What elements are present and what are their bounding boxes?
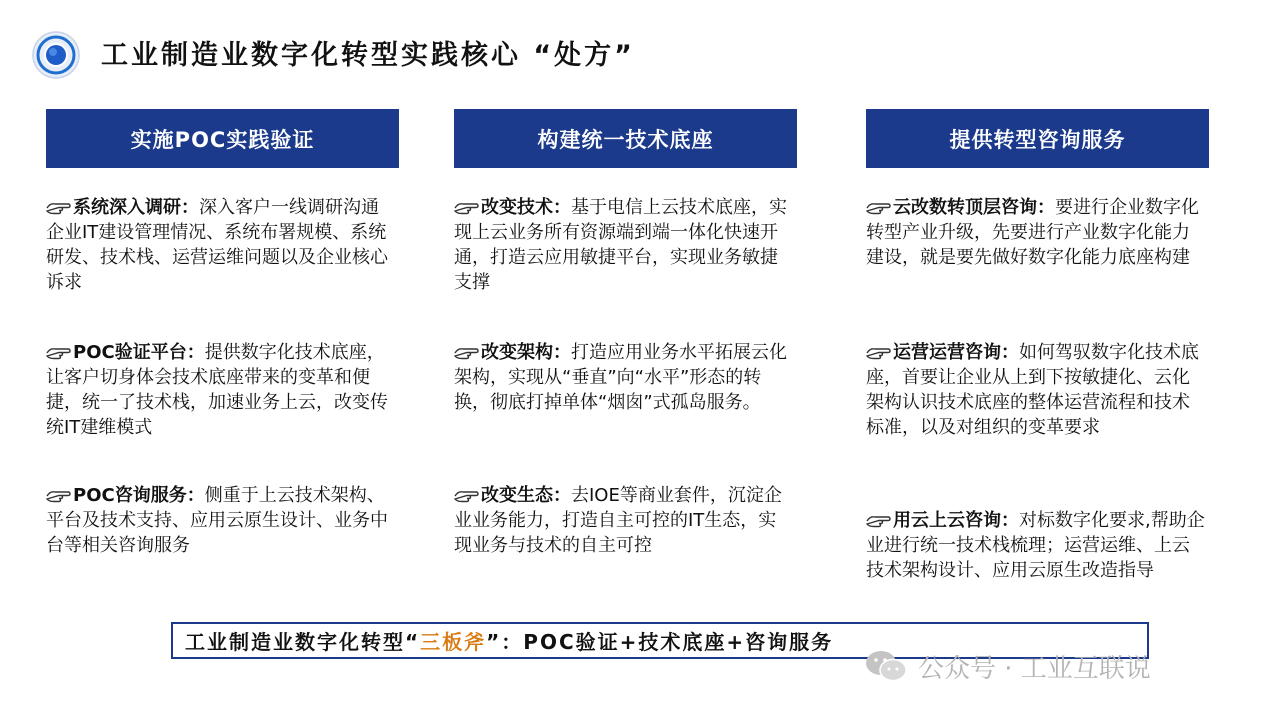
item-label: 改变技术： bbox=[481, 197, 571, 218]
item-text: 要进行企业数字化转型产业升级，先要进行产业数字化能力建设，就是要先做好数字化能力底座构建 bbox=[866, 197, 1199, 268]
wechat-icon bbox=[864, 648, 908, 684]
item-text: 提供数字化技术底座，让客户切身体会技术底座带来的变革和便捷，统一了技术栈，加速业务上云，改变传统IT建维模式 bbox=[46, 342, 388, 438]
page-title: 工业制造业数字化转型实践核心 “处方” bbox=[101, 40, 635, 71]
item-text: 侧重于上云技术架构、平台及技术支持、应用云原生设计、业务中台等相关咨询服务 bbox=[46, 485, 388, 556]
list-item bbox=[46, 483, 392, 558]
item-text: 去IOE等商业套件，沉淀企业业务能力，打造自主可控的IT生态，实现业务与技术的自主可控 bbox=[454, 485, 782, 556]
column-header-tech-base: 构建统一技术底座 bbox=[454, 109, 797, 168]
item-label: POC验证平台： bbox=[73, 342, 205, 363]
list-item bbox=[454, 340, 794, 415]
target-circle-icon bbox=[31, 30, 81, 80]
summary-suffix: ”：POC验证+技术底座+咨询服务 bbox=[486, 630, 834, 654]
list-item bbox=[866, 340, 1206, 440]
list-item bbox=[46, 195, 392, 295]
item-label: POC咨询服务： bbox=[73, 485, 205, 506]
list-item bbox=[46, 340, 392, 440]
pointing-hand-icon bbox=[866, 344, 892, 360]
pointing-hand-icon bbox=[454, 487, 480, 503]
item-text: 基于电信上云技术底座，实现上云业务所有资源端到端一体化快速开通，打造云应用敏捷平台，实现业务敏捷支撑 bbox=[454, 197, 787, 293]
summary-prefix: 工业制造业数字化转型“ bbox=[185, 630, 421, 654]
list-item bbox=[454, 195, 794, 295]
item-label: 用云上云咨询： bbox=[893, 510, 1019, 531]
watermark-text: 公众号 · 工业互联说 bbox=[918, 653, 1151, 684]
item-label: 云改数转顶层咨询： bbox=[893, 197, 1055, 218]
column-header-poc: 实施POC实践验证 bbox=[46, 109, 399, 168]
pointing-hand-icon bbox=[454, 344, 480, 360]
watermark bbox=[864, 643, 1151, 689]
item-text: 对标数字化要求,帮助企业进行统一技术栈梳理；运营运维、上云技术架构设计、应用云原生改造指导 bbox=[866, 510, 1205, 581]
item-label: 改变生态： bbox=[481, 485, 571, 506]
item-label: 运营运营咨询： bbox=[893, 342, 1019, 363]
list-item bbox=[866, 195, 1206, 270]
item-text: 深入客户一线调研沟通企业IT建设管理情况、系统布署规模、系统研发、技术栈、运营运维问题以及企业核心诉求 bbox=[46, 197, 388, 293]
pointing-hand-icon bbox=[454, 199, 480, 215]
list-item bbox=[454, 483, 794, 558]
pointing-hand-icon bbox=[866, 512, 892, 528]
pointing-hand-icon bbox=[46, 344, 72, 360]
item-label: 系统深入调研： bbox=[73, 197, 199, 218]
item-text: 如何驾驭数字化技术底座，首要让企业从上到下按敏捷化、云化架构认识技术底座的整体运营流程和技术标准，以及对组织的变革要求 bbox=[866, 342, 1199, 438]
item-label: 改变架构： bbox=[481, 342, 571, 363]
item-text: 打造应用业务水平拓展云化架构，实现从“垂直”向“水平”形态的转换，彻底打掉单体“烟囱”式孤岛服务。 bbox=[454, 342, 787, 413]
pointing-hand-icon bbox=[866, 199, 892, 215]
pointing-hand-icon bbox=[46, 487, 72, 503]
column-header-consulting: 提供转型咨询服务 bbox=[866, 109, 1209, 168]
list-item bbox=[866, 508, 1206, 583]
summary-highlight: 三板斧 bbox=[420, 630, 487, 654]
pointing-hand-icon bbox=[46, 199, 72, 215]
